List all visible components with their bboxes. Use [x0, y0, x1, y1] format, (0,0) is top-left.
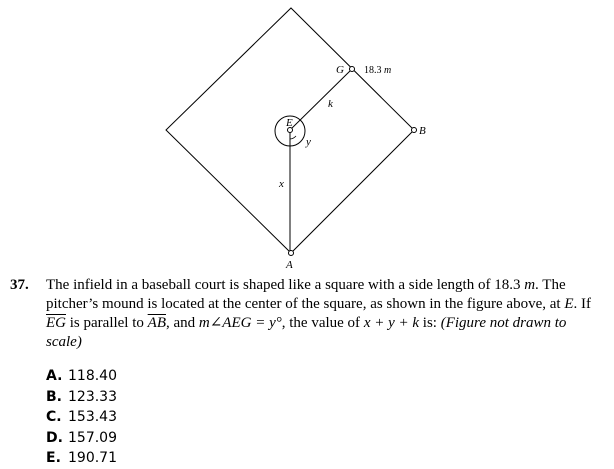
- option-value: 190.71: [68, 450, 117, 467]
- label-x: x: [279, 178, 284, 190]
- label-y: y: [306, 136, 311, 148]
- angle-expression: m∠AEG = y°: [198, 315, 282, 331]
- point-e-text: E: [564, 296, 574, 312]
- option-c[interactable]: [46, 407, 117, 428]
- angle-arc-y: [290, 136, 296, 139]
- answer-options: [46, 366, 117, 469]
- option-value: 118.40: [68, 368, 117, 384]
- question-text: [46, 276, 596, 352]
- option-letter: A.: [46, 368, 63, 384]
- question-block: [0, 276, 600, 352]
- question-line2: . The pitcher’s mound is located at the center of the square, as shown in the figure above, at: [46, 277, 566, 312]
- label-a: A: [286, 259, 293, 271]
- option-letter: D.: [46, 429, 63, 446]
- question-line3: . If: [573, 296, 591, 312]
- figure-note: (Figure not drawn to scale): [46, 315, 567, 350]
- option-value: 157.09: [68, 429, 117, 446]
- option-letter: B.: [46, 388, 62, 405]
- label-e: E: [286, 117, 293, 129]
- point-b-marker: [412, 128, 417, 133]
- sum-expression: x + y + k: [363, 315, 420, 331]
- question-intro: The infield in a baseball court is shaped like a square with a side length of 18.3: [46, 277, 525, 293]
- option-letter: C.: [46, 409, 62, 426]
- label-g: G: [336, 64, 344, 76]
- is-text: is:: [419, 315, 441, 331]
- segment-eg-text: $\overline{EG}$: [46, 315, 66, 331]
- option-d[interactable]: [46, 428, 117, 449]
- point-a-marker: [289, 251, 294, 256]
- point-g-marker: [350, 67, 355, 72]
- option-a[interactable]: [46, 366, 117, 387]
- side-measure: 18.3 m: [364, 65, 392, 76]
- unit-m: m: [524, 277, 536, 293]
- option-value: 153.43: [68, 409, 117, 426]
- option-e[interactable]: [46, 448, 117, 469]
- segment-eg: [290, 69, 352, 130]
- angle-text: , and: [165, 315, 199, 331]
- option-b[interactable]: [46, 387, 117, 408]
- label-b: B: [419, 125, 426, 137]
- option-letter: E.: [46, 450, 61, 467]
- label-k: k: [328, 98, 333, 110]
- value-text: , the value of: [281, 315, 364, 331]
- option-value: 123.33: [68, 388, 117, 405]
- parallel-text: is parallel to: [66, 315, 148, 331]
- segment-ab-text: $\overline{AB}$: [147, 315, 166, 331]
- question-number: 37.: [10, 277, 29, 293]
